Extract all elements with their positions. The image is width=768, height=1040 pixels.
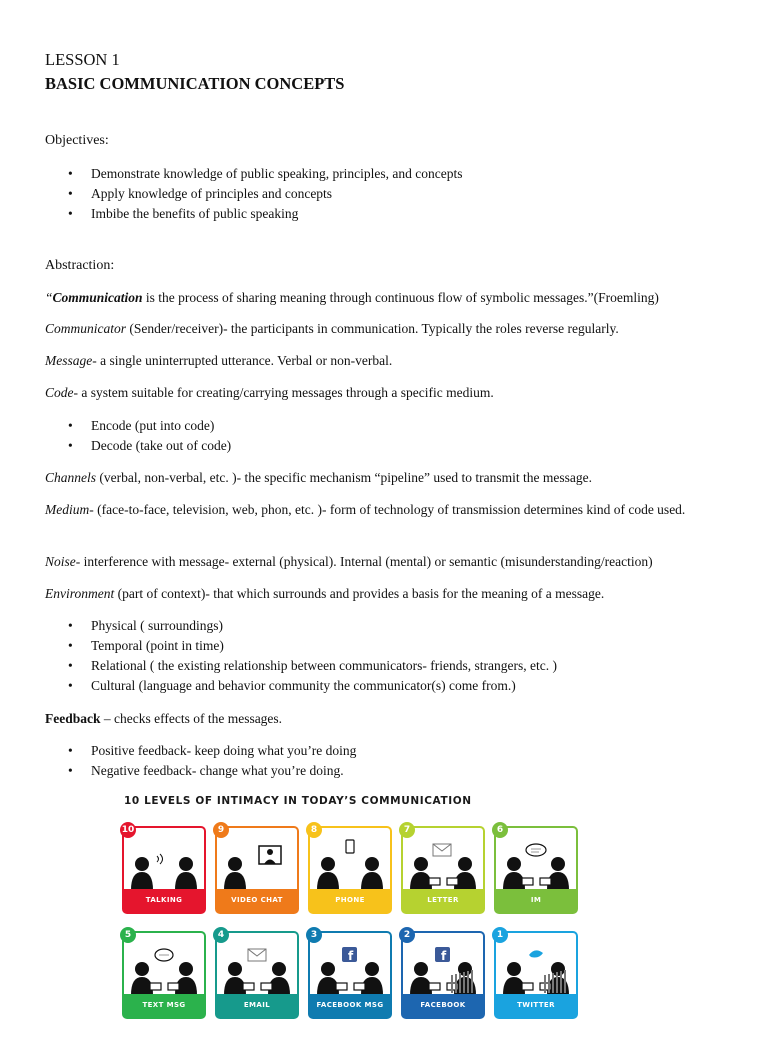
definition: - (face-to-face, television, web, phon, etc. )- form of technology of transmission determines kind of code used. — [89, 502, 686, 517]
level-label: FACEBOOK MSG — [310, 994, 390, 1017]
def-medium — [45, 500, 735, 520]
level-number-badge: 8 — [306, 822, 322, 838]
definition: (verbal, non-verbal, etc. )- the specific mechanism “pipeline” used to transmit the message. — [96, 470, 592, 485]
def-code — [45, 383, 735, 403]
facebook-msg-icon — [310, 939, 390, 995]
environment-list — [68, 616, 557, 696]
list-item: • Imbibe the benefits of public speaking — [68, 204, 463, 224]
lesson-number: LESSON 1 — [45, 50, 120, 69]
level-number-badge: 3 — [306, 927, 322, 943]
list-item: • Physical ( surroundings) — [68, 616, 557, 636]
svg-text:f: f — [348, 949, 354, 963]
def-communication — [45, 288, 735, 308]
definition: is the process of sharing meaning through continuous flow of symbolic messages.”(Froemling) — [142, 290, 659, 305]
level-number-badge: 6 — [492, 822, 508, 838]
term: Code — [45, 385, 74, 400]
twitter-icon — [496, 939, 576, 995]
level-card-facebook-status — [401, 931, 485, 1032]
level-card-video-chat — [215, 826, 299, 914]
term: Feedback — [45, 711, 101, 726]
level-number-badge: 4 — [213, 927, 229, 943]
list-item: • Decode (take out of code) — [68, 436, 231, 456]
video-chat-icon — [217, 834, 297, 890]
definition: - a system suitable for creating/carrying messages through a specific medium. — [73, 385, 494, 400]
level-card-text-msg — [122, 931, 206, 1019]
def-noise — [45, 552, 735, 572]
list-item: • Negative feedback- change what you’re doing. — [68, 761, 356, 781]
svg-text:f: f — [441, 949, 447, 963]
level-card-talking — [122, 826, 206, 914]
objectives-list — [68, 164, 463, 224]
list-item: • Apply knowledge of principles and concepts — [68, 184, 463, 204]
open-quote: “ — [45, 290, 53, 305]
term: Environment — [45, 586, 115, 601]
lesson-title: BASIC COMMUNICATION CONCEPTS — [45, 74, 345, 93]
definition: - interference with message- external (physical). Internal (mental) or semantic (misunderstanding/reaction) — [75, 554, 653, 569]
list-item: • Relational ( the existing relationship between communicators- friends, strangers, etc. ) — [68, 656, 557, 676]
def-message — [45, 351, 735, 371]
level-number-badge: 5 — [120, 927, 136, 943]
level-number-badge: 10 — [120, 822, 136, 838]
infographic-title: 10 LEVELS OF INTIMACY IN TODAY’S COMMUNICATION — [124, 795, 472, 807]
term: Channels — [45, 470, 97, 485]
lesson-heading — [45, 48, 344, 96]
def-environment — [45, 584, 735, 604]
facebook-status-icon — [403, 939, 483, 995]
level-label: TEXT MSG — [124, 994, 204, 1017]
term: Communicator — [45, 321, 126, 336]
level-number-badge: 9 — [213, 822, 229, 838]
feedback-list — [68, 741, 356, 781]
level-card-im — [494, 826, 578, 914]
text-msg-icon — [124, 939, 204, 995]
code-list — [68, 416, 231, 456]
def-feedback — [45, 709, 735, 729]
list-item: • Cultural (language and behavior community the communicator(s) come from.) — [68, 676, 557, 696]
phone-icon — [310, 834, 390, 890]
def-channels — [45, 468, 735, 488]
level-number-badge: 7 — [399, 822, 415, 838]
term: Medium — [45, 502, 90, 517]
email-icon — [217, 939, 297, 995]
level-label: VIDEO CHAT — [217, 889, 297, 912]
term: Noise — [45, 554, 76, 569]
level-label: FACEBOOK STATUS — [403, 994, 483, 1017]
list-item: • Temporal (point in time) — [68, 636, 557, 656]
level-card-letter — [401, 826, 485, 914]
level-label: IM — [496, 889, 576, 912]
term: Message — [45, 353, 93, 368]
letter-icon — [403, 834, 483, 890]
level-label: TALKING — [124, 889, 204, 912]
level-label: TWITTER — [496, 994, 576, 1017]
definition: (Sender/receiver)- the participants in communication. Typically the roles reverse regularly. — [126, 321, 619, 336]
level-label: PHONE — [310, 889, 390, 912]
def-communicator — [45, 319, 735, 339]
im-icon — [496, 834, 576, 890]
intimacy-levels-infographic — [118, 793, 580, 1032]
level-card-twitter — [494, 931, 578, 1019]
talking-icon — [124, 834, 204, 890]
list-item: • Positive feedback- keep doing what you’re doing — [68, 741, 356, 761]
level-card-phone — [308, 826, 392, 914]
list-item: • Demonstrate knowledge of public speaking, principles, and concepts — [68, 164, 463, 184]
level-number-badge: 2 — [399, 927, 415, 943]
definition: (part of context)- that which surrounds and provides a basis for the meaning of a message. — [114, 586, 605, 601]
level-label: LETTER — [403, 889, 483, 912]
definition: - a single uninterrupted utterance. Verbal or non-verbal. — [92, 353, 393, 368]
level-card-email — [215, 931, 299, 1019]
abstraction-heading: Abstraction: — [45, 258, 115, 273]
level-card-facebook-msg — [308, 931, 392, 1019]
list-item: • Encode (put into code) — [68, 416, 231, 436]
definition: – checks effects of the messages. — [100, 711, 283, 726]
level-number-badge: 1 — [492, 927, 508, 943]
objectives-heading: Objectives: — [45, 133, 109, 148]
term: Communication — [52, 290, 143, 305]
level-label: EMAIL — [217, 994, 297, 1017]
